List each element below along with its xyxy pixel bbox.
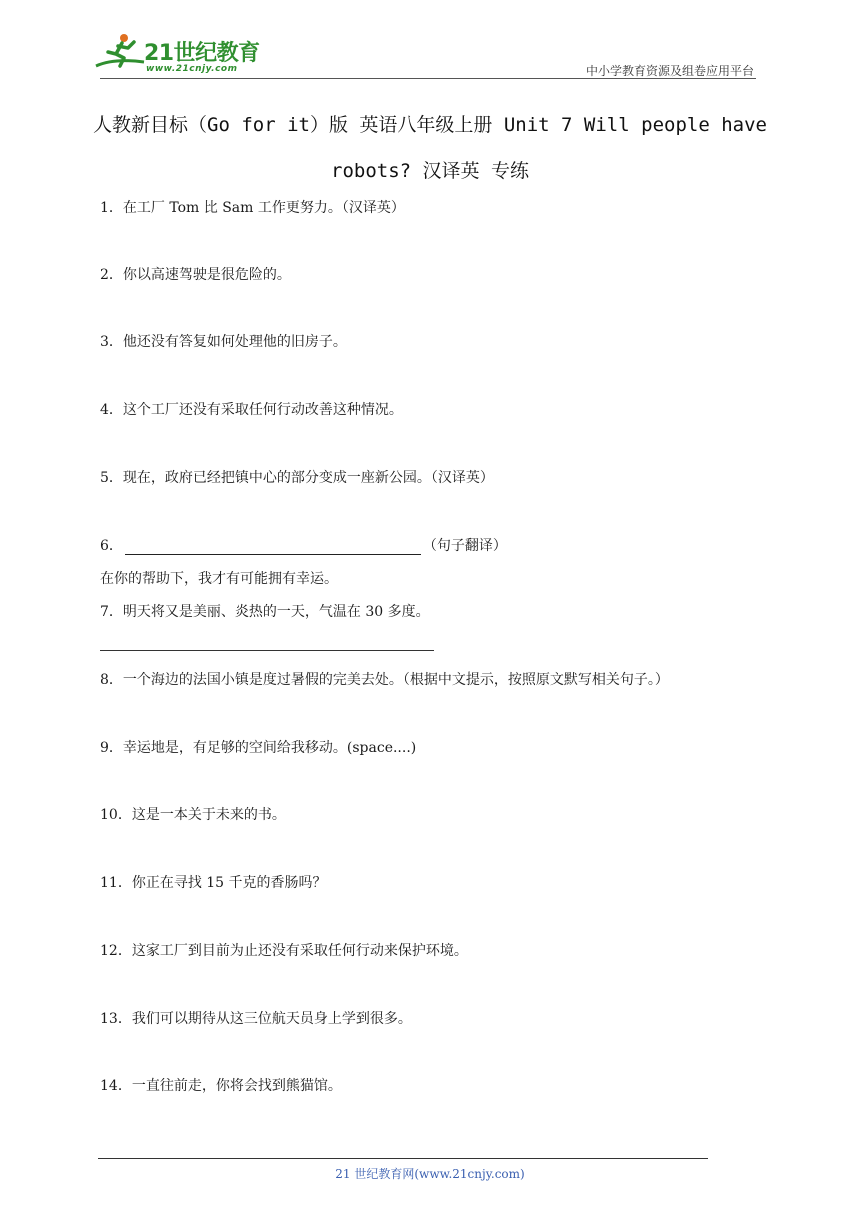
question-3: 3．他还没有答复如何处理他的旧房子。 (100, 334, 347, 350)
runner-icon (94, 32, 150, 76)
site-logo (94, 32, 264, 80)
question-12: 12．这家工厂到目前为止还没有采取任何行动来保护环境。 (100, 943, 468, 959)
page-title (90, 102, 770, 194)
question-10: 10．这是一本关于未来的书。 (100, 807, 286, 823)
question-5: 5．现在，政府已经把镇中心的部分变成一座新公园。（汉译英） (100, 470, 494, 486)
title-line-2: robots? 汉译英 专练 (331, 160, 529, 182)
question-2: 2．你以高速驾驶是很危险的。 (100, 267, 291, 283)
header-divider (100, 78, 756, 79)
question-9: 9．幸运地是，有足够的空间给我移动。(space....) (100, 740, 417, 756)
question-6-hint: （句子翻译） (422, 538, 507, 554)
footer-divider (98, 1158, 708, 1159)
answer-line[interactable] (100, 650, 434, 651)
question-7: 7．明天将又是美丽、炎热的一天，气温在 30 多度。 (100, 604, 430, 620)
question-4: 4．这个工厂还没有采取任何行动改善这种情况。 (100, 402, 403, 418)
question-8: 8．一个海边的法国小镇是度过暑假的完美去处。（根据中文提示，按照原文默写相关句子。） (100, 672, 669, 688)
question-6 (100, 535, 507, 555)
question-13: 13．我们可以期待从这三位航天员身上学到很多。 (100, 1011, 412, 1027)
logo-text: 21世纪教育 (144, 41, 260, 66)
page-header (0, 0, 860, 90)
question-11: 11．你正在寻找 15 千克的香肠吗？ (100, 875, 327, 891)
question-14: 14．一直往前走，你将会找到熊猫馆。 (100, 1078, 342, 1094)
question-6-number: 6． (100, 538, 123, 554)
answer-blank[interactable] (125, 540, 421, 555)
title-line-1: 人教新目标（Go for it）版 英语八年级上册 Unit 7 Will people have (93, 114, 767, 136)
logo-url: www.21cnjy.com (146, 64, 238, 74)
question-1: 1．在工厂 Tom 比 Sam 工作更努力。（汉译英） (100, 200, 405, 216)
question-6-prompt: 在你的帮助下，我才有可能拥有幸运。 (100, 571, 338, 587)
footer-link[interactable]: 21 世纪教育网(www.21cnjy.com) (335, 1167, 525, 1181)
platform-label: 中小学教育资源及组卷应用平台 (585, 64, 754, 78)
